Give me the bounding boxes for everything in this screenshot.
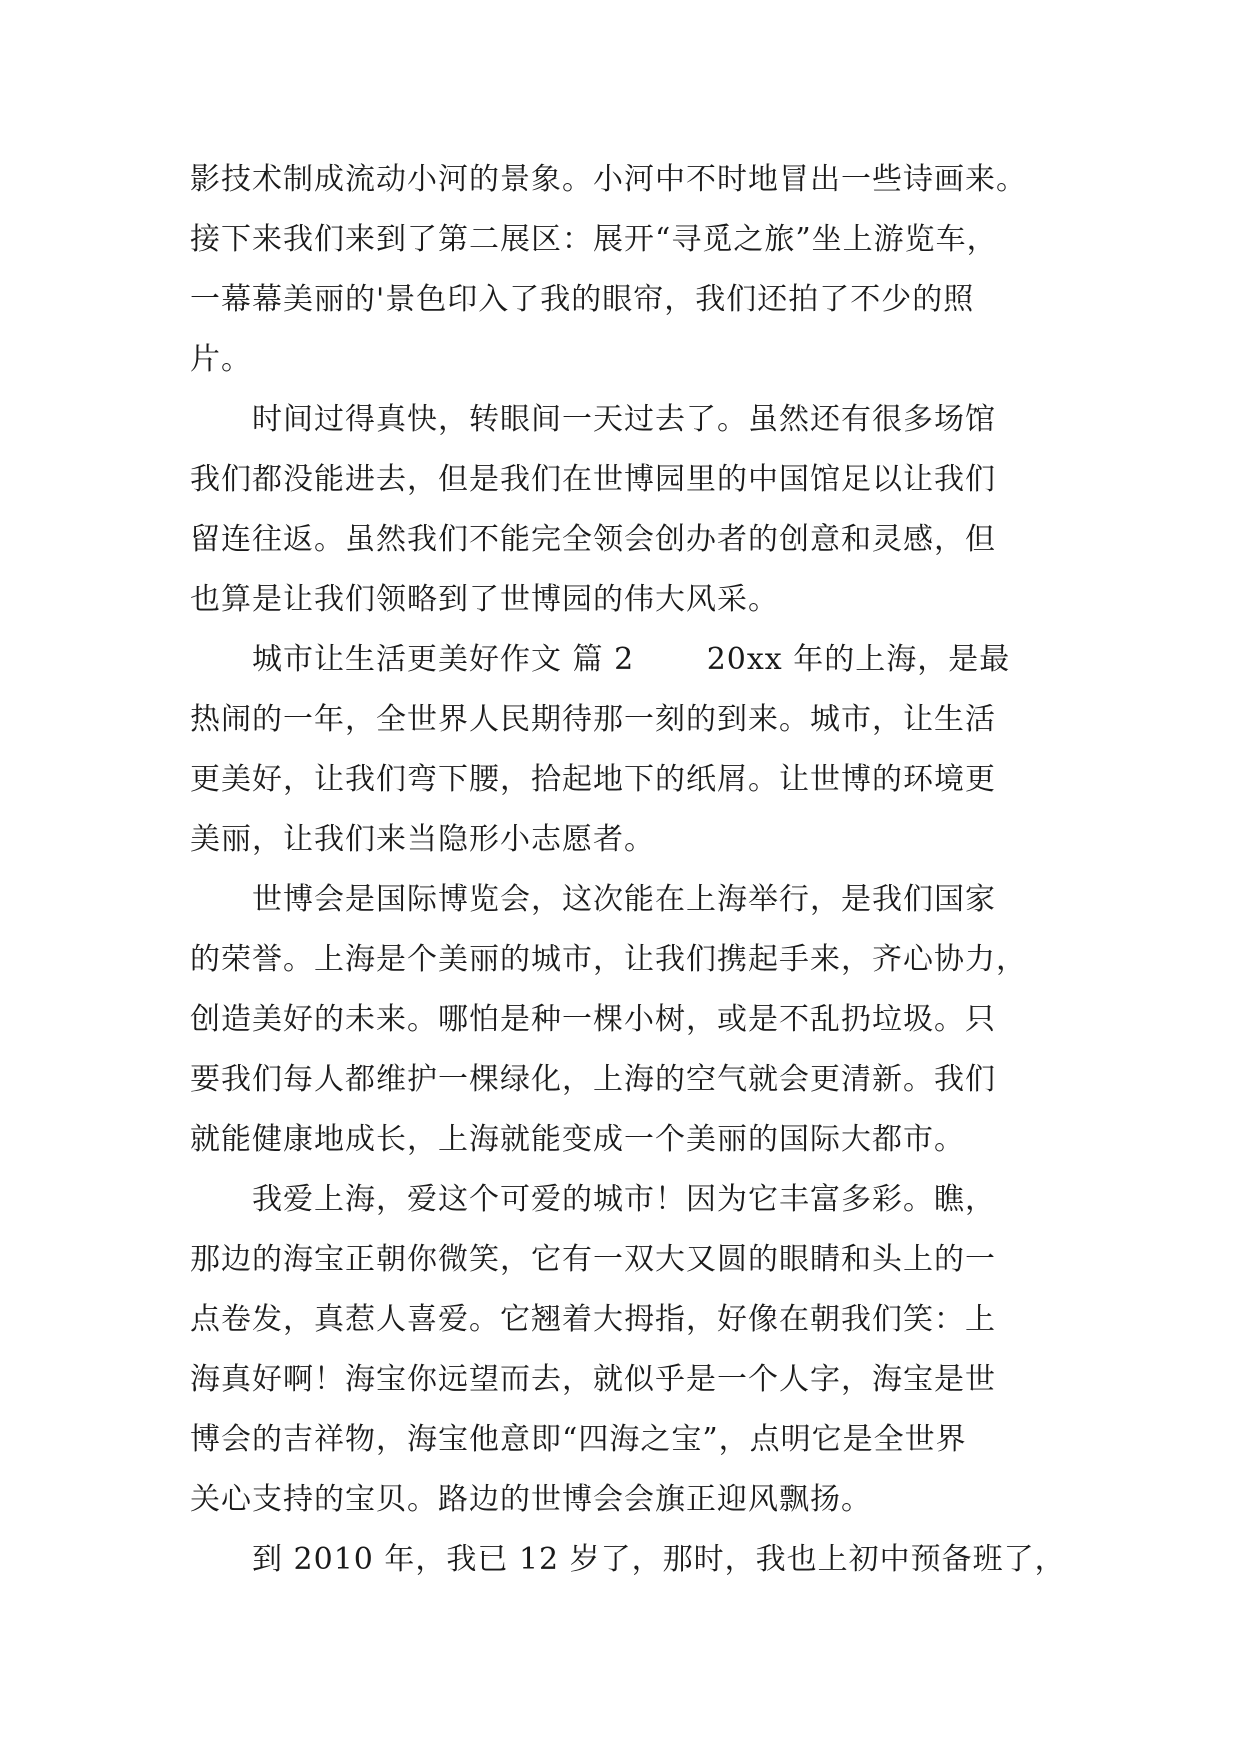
text-line: 我们都没能进去，但是我们在世博园里的中国馆足以让我们 <box>190 462 996 497</box>
text-line: 美丽，让我们来当隐形小志愿者。 <box>190 822 655 857</box>
text-line: 一幕幕美丽的'景色印入了我的眼帘，我们还拍了不少的照 <box>190 282 975 317</box>
text-line: 海真好啊！海宝你远望而去，就似乎是一个人字，海宝是世 <box>190 1362 996 1397</box>
text-line: 关心支持的宝贝。路边的世博会会旗正迎风飘扬。 <box>190 1482 872 1517</box>
text-line: 更美好，让我们弯下腰，拾起地下的纸屑。让世博的环境更 <box>190 762 996 797</box>
text-line: 接下来我们来到了第二展区：展开“寻觅之旅”坐上游览车， <box>190 222 998 257</box>
paragraph-first-line: 时间过得真快，转眼间一天过去了。虽然还有很多场馆 <box>190 402 996 437</box>
section-heading-line: 城市让生活更美好作文 篇 2 20xx 年的上海，是最 <box>190 642 1011 677</box>
paragraph-first-line: 世博会是国际博览会，这次能在上海举行，是我们国家 <box>190 882 996 917</box>
text-line: 要我们每人都维护一棵绿化，上海的空气就会更清新。我们 <box>190 1062 996 1097</box>
paragraph-first-line: 到 2010 年，我已 12 岁了，那时，我也上初中预备班了， <box>190 1542 1066 1577</box>
text-line: 留连往返。虽然我们不能完全领会创办者的创意和灵感，但 <box>190 522 996 557</box>
text-line: 创造美好的未来。哪怕是种一棵小树，或是不乱扔垃圾。只 <box>190 1002 996 1037</box>
text-line: 的荣誉。上海是个美丽的城市，让我们携起手来，齐心协力， <box>190 942 1027 977</box>
paragraph-first-line: 我爱上海，爱这个可爱的城市！因为它丰富多彩。瞧， <box>190 1182 996 1217</box>
text-line: 那边的海宝正朝你微笑，它有一双大又圆的眼睛和头上的一 <box>190 1242 996 1277</box>
text-line: 影技术制成流动小河的景象。小河中不时地冒出一些诗画来。 <box>190 162 1027 197</box>
text-line: 点卷发，真惹人喜爱。它翘着大拇指，好像在朝我们笑：上 <box>190 1302 996 1337</box>
text-line: 热闹的一年，全世界人民期待那一刻的到来。城市，让生活 <box>190 702 996 737</box>
text-line: 也算是让我们领略到了世博园的伟大风采。 <box>190 582 779 617</box>
text-line: 博会的吉祥物，海宝他意即“四海之宝”，点明它是全世界 <box>190 1422 967 1457</box>
text-line: 片。 <box>190 342 252 377</box>
text-line: 就能健康地成长，上海就能变成一个美丽的国际大都市。 <box>190 1122 965 1157</box>
